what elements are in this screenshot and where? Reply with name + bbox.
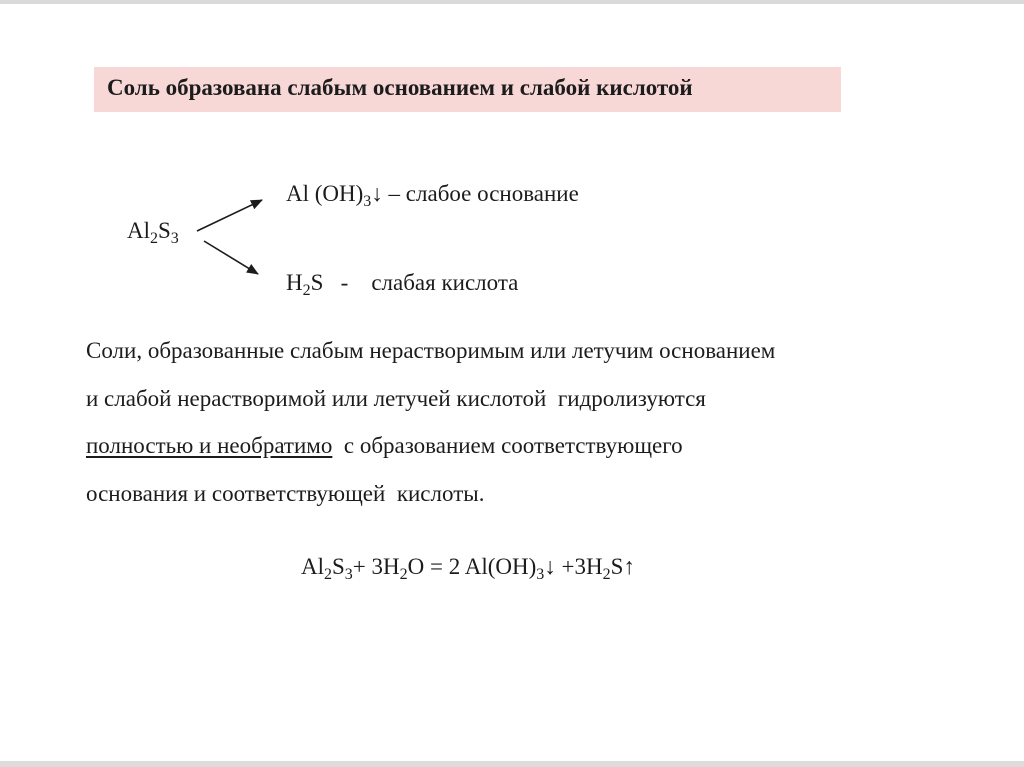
salt-formula-subscript: 2 (150, 230, 158, 247)
acid-line (286, 270, 519, 299)
equation-subscript: 3 (344, 566, 353, 583)
salt-formula-part: Al (127, 218, 150, 243)
equation-part: ↓ +3H (544, 554, 603, 579)
slide-frame-bottom (0, 761, 1024, 767)
acid-formula: H (286, 270, 303, 295)
equation-subscript: 2 (324, 566, 332, 583)
equation-part: O = 2 Al(OH) (407, 554, 537, 579)
title-banner (94, 67, 841, 112)
paragraph-line-rest: с образованием соответствующего (332, 433, 683, 458)
arrow-to-base (197, 200, 262, 231)
equation-subscript: 2 (602, 566, 611, 583)
base-description: ↓ – слабое основание (371, 181, 579, 206)
base-formula-subscript: 3 (363, 193, 372, 210)
equation-part: Al (301, 554, 324, 579)
base-formula: Al (OH) (286, 181, 364, 206)
emphasis-underlined: полностью и необратимо (86, 433, 333, 458)
base-line (286, 181, 579, 210)
salt-formula-part: S (158, 218, 171, 243)
paragraph-line (86, 422, 966, 470)
acid-description: S - слабая кислота (310, 270, 519, 295)
slide-title: Соль образована слабым основанием и слабой кислотой (107, 75, 693, 100)
acid-formula-subscript: 2 (302, 282, 311, 299)
equation-part: S (332, 554, 345, 579)
arrow-to-acid (204, 241, 258, 274)
equation-subscript: 3 (536, 566, 545, 583)
salt-formula-subscript: 3 (170, 230, 179, 247)
slide-frame-top (0, 0, 1024, 4)
paragraph-line: и слабой нерастворимой или летучей кислотой гидролизуются (86, 385, 706, 411)
equation-subscript: 2 (399, 566, 408, 583)
salt-formula (127, 218, 179, 247)
hydrolysis-equation (301, 554, 635, 583)
paragraph-line: основания и соответствующей кислоты. (86, 480, 485, 506)
explanation-paragraph (86, 327, 966, 517)
equation-part: + 3H (352, 554, 400, 579)
paragraph-line: Соли, образованные слабым нерастворимым или летучим основанием (86, 338, 776, 363)
equation-part: S↑ (610, 554, 635, 579)
